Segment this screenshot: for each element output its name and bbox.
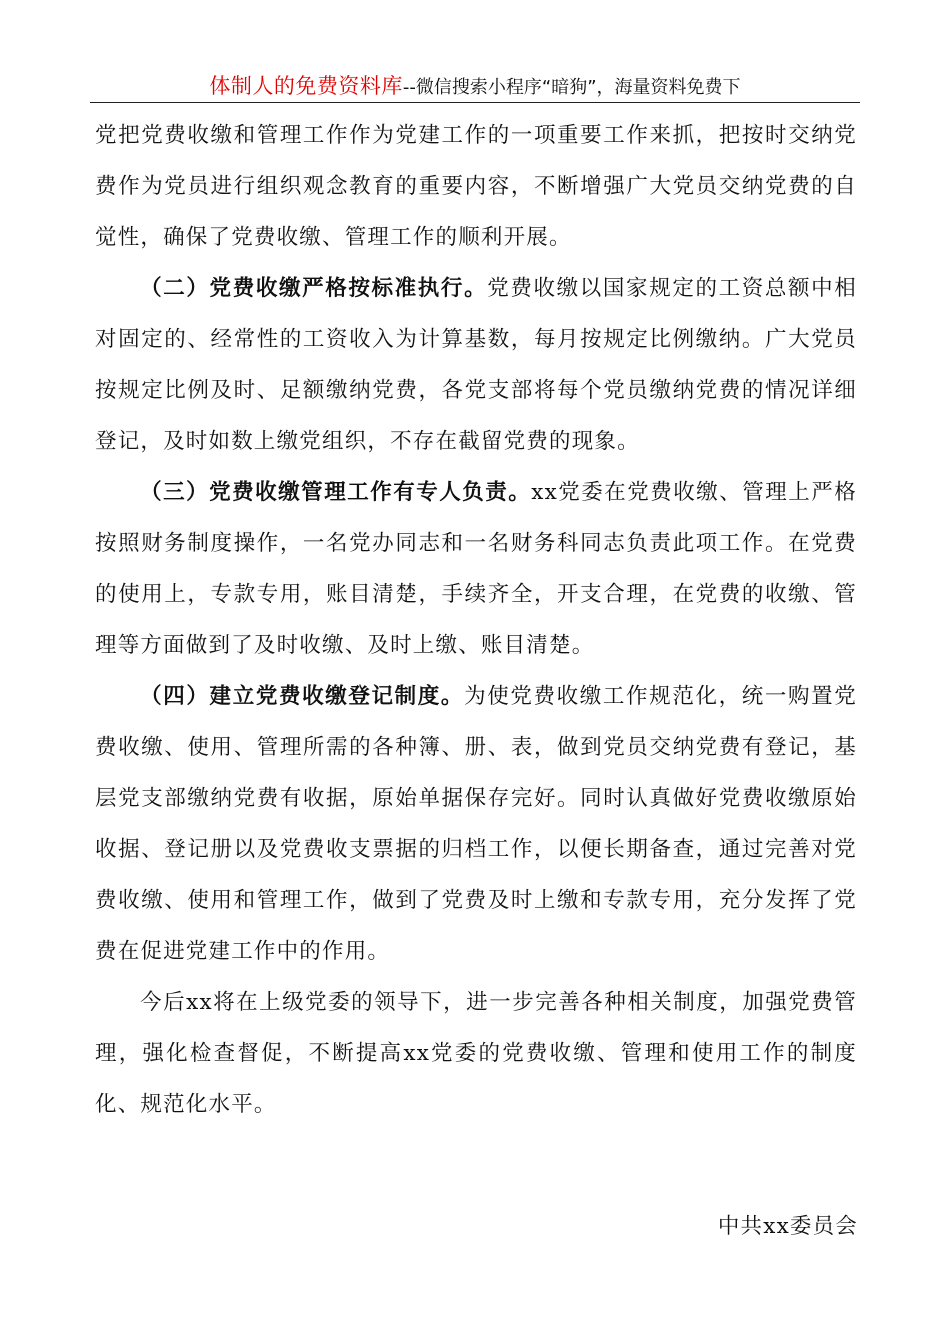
paragraph-section-3 [95, 467, 857, 671]
paragraph-text: xx党委在党费收缴、管理上严格按照财务制度操作，一名党办同志和一名财务科同志负责此项工作。在党费的使用上，专款专用，账目清楚，手续齐全，开支合理，在党费的收缴、管理等方面做到了及时收缴、及时上缴、账目清楚。 [95, 480, 857, 658]
page-header [90, 70, 860, 102]
paragraph-conclusion [95, 977, 857, 1130]
section-heading: （二）党费收缴严格按标准执行。 [140, 276, 488, 301]
section-heading: （三）党费收缴管理工作有专人负责。 [140, 480, 532, 505]
paragraph-text: 党把党费收缴和管理工作作为党建工作的一项重要工作来抓，把按时交纳党费作为党员进行组织观念教育的重要内容，不断增强广大党员交纳党费的自觉性，确保了党费收缴、管理工作的顺利开展。 [95, 123, 857, 250]
section-heading: （四）建立党费收缴登记制度。 [140, 684, 465, 709]
paragraph-text: 党费收缴以国家规定的工资总额中相对固定的、经常性的工资收入为计算基数，每月按规定比例缴纳。广大党员按规定比例及时、足额缴纳党费，各党支部将每个党员缴纳党费的情况详细登记，及时如数上缴党组织，不存在截留党费的现象。 [95, 276, 857, 454]
header-subtitle: --微信搜索小程序“暗狗”，海量资料免费下 [402, 77, 741, 98]
paragraph-continuation [95, 110, 857, 263]
document-body [95, 110, 857, 1130]
paragraph-text: 今后xx将在上级党委的领导下，进一步完善各种相关制度，加强党费管理，强化检查督促，不断提高xx党委的党费收缴、管理和使用工作的制度化、规范化水平。 [95, 990, 857, 1117]
paragraph-text: 为使党费收缴工作规范化，统一购置党费收缴、使用、管理所需的各种簿、册、表，做到党员交纳党费有登记，基层党支部缴纳党费有收据，原始单据保存完好。同时认真做好党费收缴原始收据、登记册以及党费收支票据的归档工作，以便长期备查，通过完善对党费收缴、使用和管理工作，做到了党费及时上缴和专款专用，充分发挥了党费在促进党建工作中的作用。 [95, 684, 857, 964]
header-divider [90, 102, 860, 103]
header-brand: 体制人的免费资料库 [209, 74, 403, 98]
paragraph-section-2 [95, 263, 857, 467]
paragraph-section-4 [95, 671, 857, 977]
signature: 中共xx委员会 [717, 1214, 858, 1239]
